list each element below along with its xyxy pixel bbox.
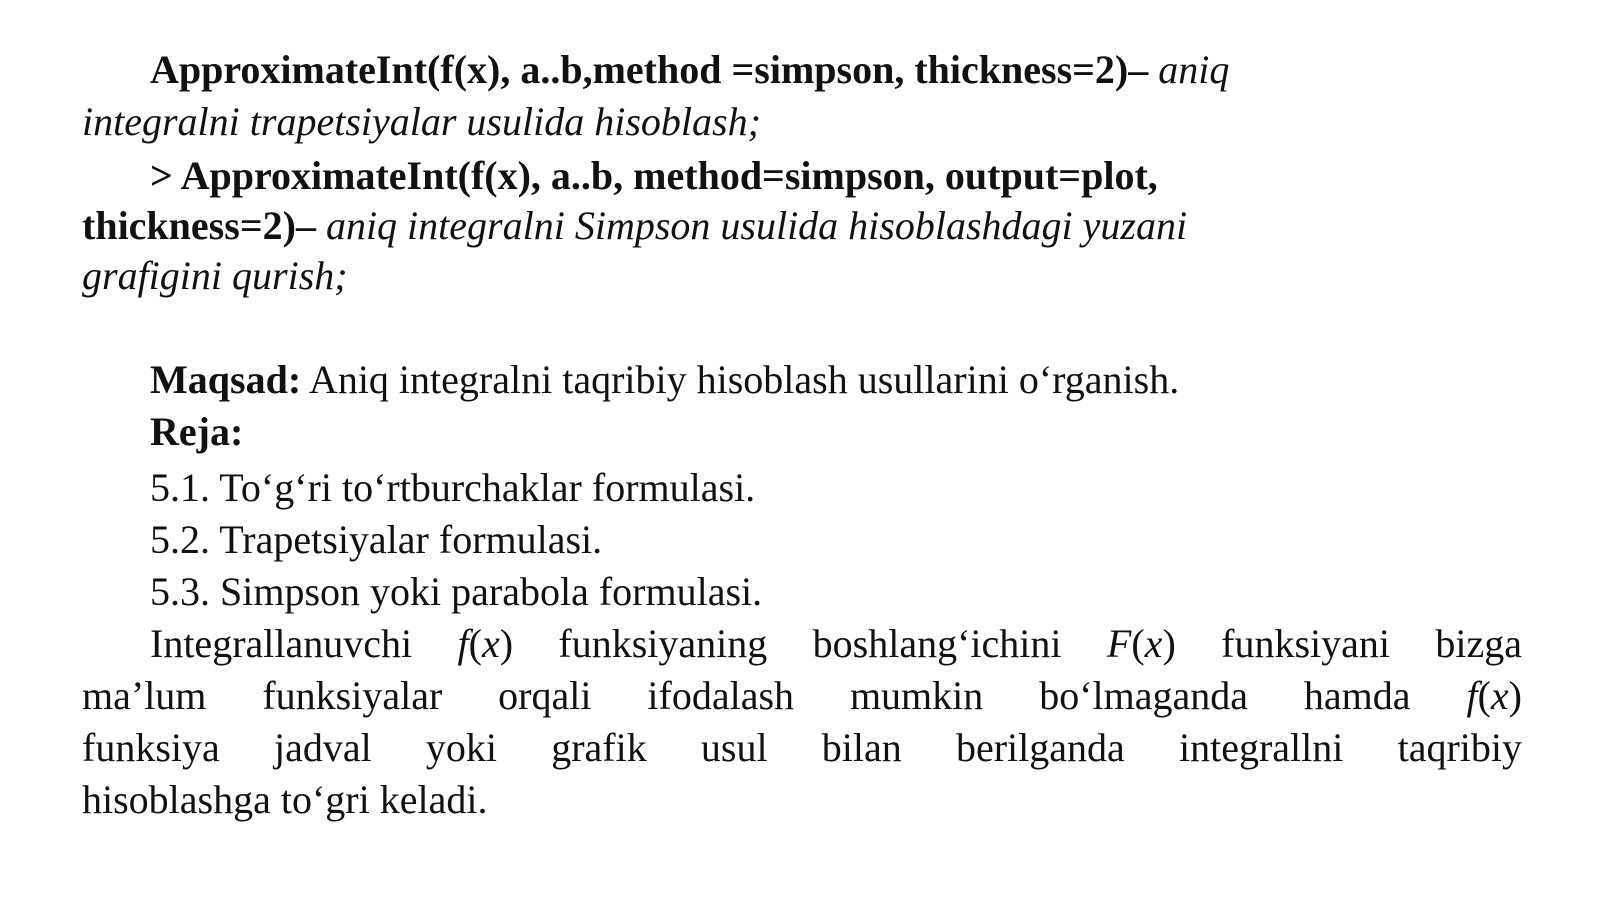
- math-F: F: [1106, 621, 1132, 666]
- goal-text: Aniq integralni taqribiy hisoblash usullarini o‘rganish.: [301, 357, 1180, 402]
- paragraph-text: ) funksiyani bizga: [1162, 621, 1523, 666]
- command-2-line-2: [82, 200, 1522, 252]
- command-1-line-2: integralni trapetsiyalar usulida hisoblash;: [82, 99, 761, 144]
- paren-close: ): [1508, 673, 1522, 718]
- command-2-description: aniq integralni Simpson usulida hisoblashdagi yuzani: [315, 203, 1188, 248]
- command-2-line-1: [150, 150, 1590, 202]
- plan-item-1: 5.1. To‘g‘ri to‘rtburchaklar formulasi.: [150, 465, 756, 510]
- paragraph-line-2: [82, 670, 1522, 722]
- math-f: f: [457, 621, 469, 666]
- paragraph-text: ) funksiyaning boshlang‘ichini: [499, 621, 1107, 666]
- math-x: x: [1490, 673, 1509, 718]
- math-f: f: [1466, 673, 1478, 718]
- paragraph-line-3-text: funksiya jadval yoki grafik usul bilan berilganda integrallni taqribiy: [82, 725, 1522, 770]
- paragraph-line-1: [150, 618, 1522, 670]
- paragraph-line-3: [82, 722, 1522, 774]
- command-2-dash: –: [295, 203, 316, 248]
- command-2-line-3: grafigini qurish;: [82, 253, 348, 298]
- plan-item-3: 5.3. Simpson yoki parabola formulasi.: [150, 569, 763, 614]
- math-x: x: [1144, 621, 1163, 666]
- command-1-description-start: aniq: [1148, 47, 1230, 92]
- plan-label: Reja:: [150, 409, 244, 454]
- command-2-code-cont: thickness=2): [82, 203, 296, 248]
- goal-label: Maqsad:: [150, 357, 302, 402]
- plan-item-2: 5.2. Trapetsiyalar formulasi.: [150, 517, 603, 562]
- command-1-code: ApproximateInt(f(x), a..b,method =simpson, thickness=2): [150, 47, 1129, 92]
- paragraph-text: Integrallanuvchi: [150, 621, 458, 666]
- paragraph-text: ma’lum funksiyalar orqali ifodalash mumkin bo‘lmaganda hamda: [82, 673, 1467, 718]
- paragraph-line-4: hisoblashga to‘gri keladi.: [82, 777, 488, 822]
- command-1-dash: –: [1128, 47, 1149, 92]
- command-2-prompt: >: [150, 153, 181, 198]
- paren-open: (: [1477, 673, 1491, 718]
- paragraph-line-2-text: [82, 670, 1522, 722]
- paragraph-line-1-text: [150, 618, 1522, 670]
- paren-open: (: [1131, 621, 1145, 666]
- paren-open: (: [468, 621, 482, 666]
- command-2-code: ApproximateInt(f(x), a..b, method=simpson, output=plot,: [180, 153, 1158, 198]
- command-1-line-1: [150, 44, 1590, 96]
- goal-line: [150, 354, 1590, 406]
- math-x: x: [481, 621, 500, 666]
